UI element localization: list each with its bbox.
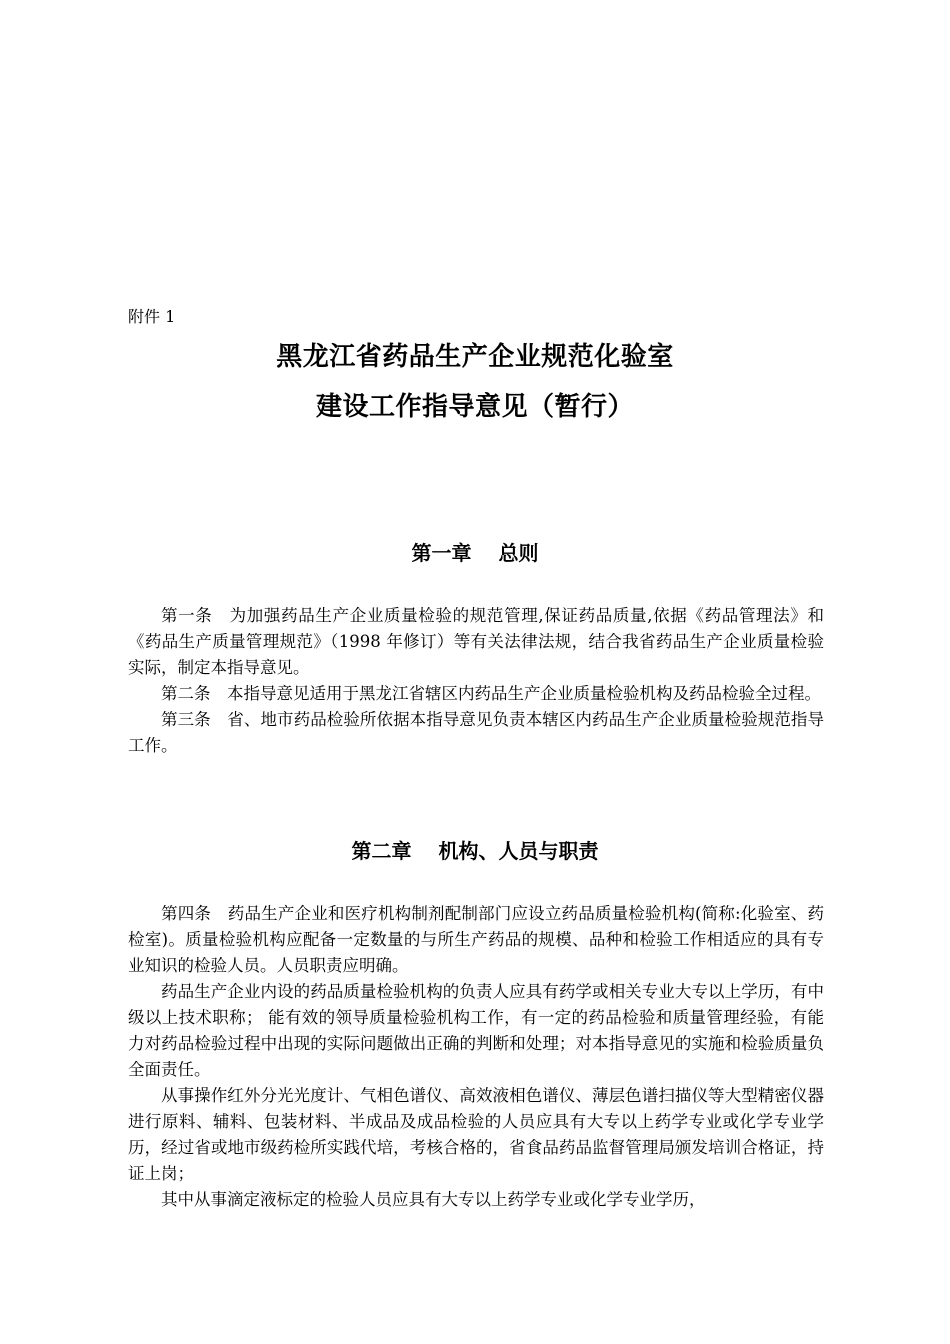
chapter-1-body <box>128 603 824 759</box>
article-4-paragraph-2: 药品生产企业内设的药品质量检验机构的负责人应具有药学或相关专业大专以上学历，有中级以上技术职称； 能有效的领导质量检验机构工作，有一定的药品检验和质量管理经验，有能力对药品检验过程中出现的实际问题做出正确的判断和处理；对本指导意见的实施和检验质量负全面责任。 <box>128 982 824 1079</box>
article-3: 第三条 省、地市药品检验所依据本指导意见负责本辖区内药品生产企业质量检验规范指导工作。 <box>128 710 824 755</box>
article-4-paragraph-3: 从事操作红外分光光度计、气相色谱仪、高效液相色谱仪、薄层色谱扫描仪等大型精密仪器进行原料、辅料、包装材料、半成品及成品检验的人员应具有大专以上药学专业或化学专业学历，经过省或地市级药检所实践代培，考核合格的，省食品药品监督管理局颁发培训合格证，持证上岗； <box>128 1086 824 1183</box>
article-2: 第二条 本指导意见适用于黑龙江省辖区内药品生产企业质量检验机构及药品检验全过程。 <box>161 684 821 703</box>
chapter-2-heading: 第二章 机构、人员与职责 <box>351 839 599 863</box>
document-title-line-1: 黑龙江省药品生产企业规范化验室 <box>276 342 674 372</box>
chapter-1-heading: 第一章 总则 <box>411 541 539 565</box>
document-title-line-2: 建设工作指导意见（暂行） <box>315 392 634 422</box>
chapter-2-body <box>128 901 824 1213</box>
article-4: 第四条 药品生产企业和医疗机构制剂配制部门应设立药品质量检验机构(简称:化验室、药检室)。质量检验机构应配备一定数量的与所生产药品的规模、品种和检验工作相适应的具有专业知识的检验人员。人员职责应明确。 <box>128 904 824 975</box>
article-4-paragraph-4: 其中从事滴定液标定的检验人员应具有大专以上药学专业或化学专业学历， <box>161 1190 706 1209</box>
attachment-label: 附件 1 <box>128 307 176 326</box>
article-1: 第一条 为加强药品生产企业质量检验的规范管理,保证药品质量,依据《药品管理法》和《药品生产质量管理规范》（1998 年修订）等有关法律法规，结合我省药品生产企业质量检验实际，制定本指导意见。 <box>128 606 824 677</box>
